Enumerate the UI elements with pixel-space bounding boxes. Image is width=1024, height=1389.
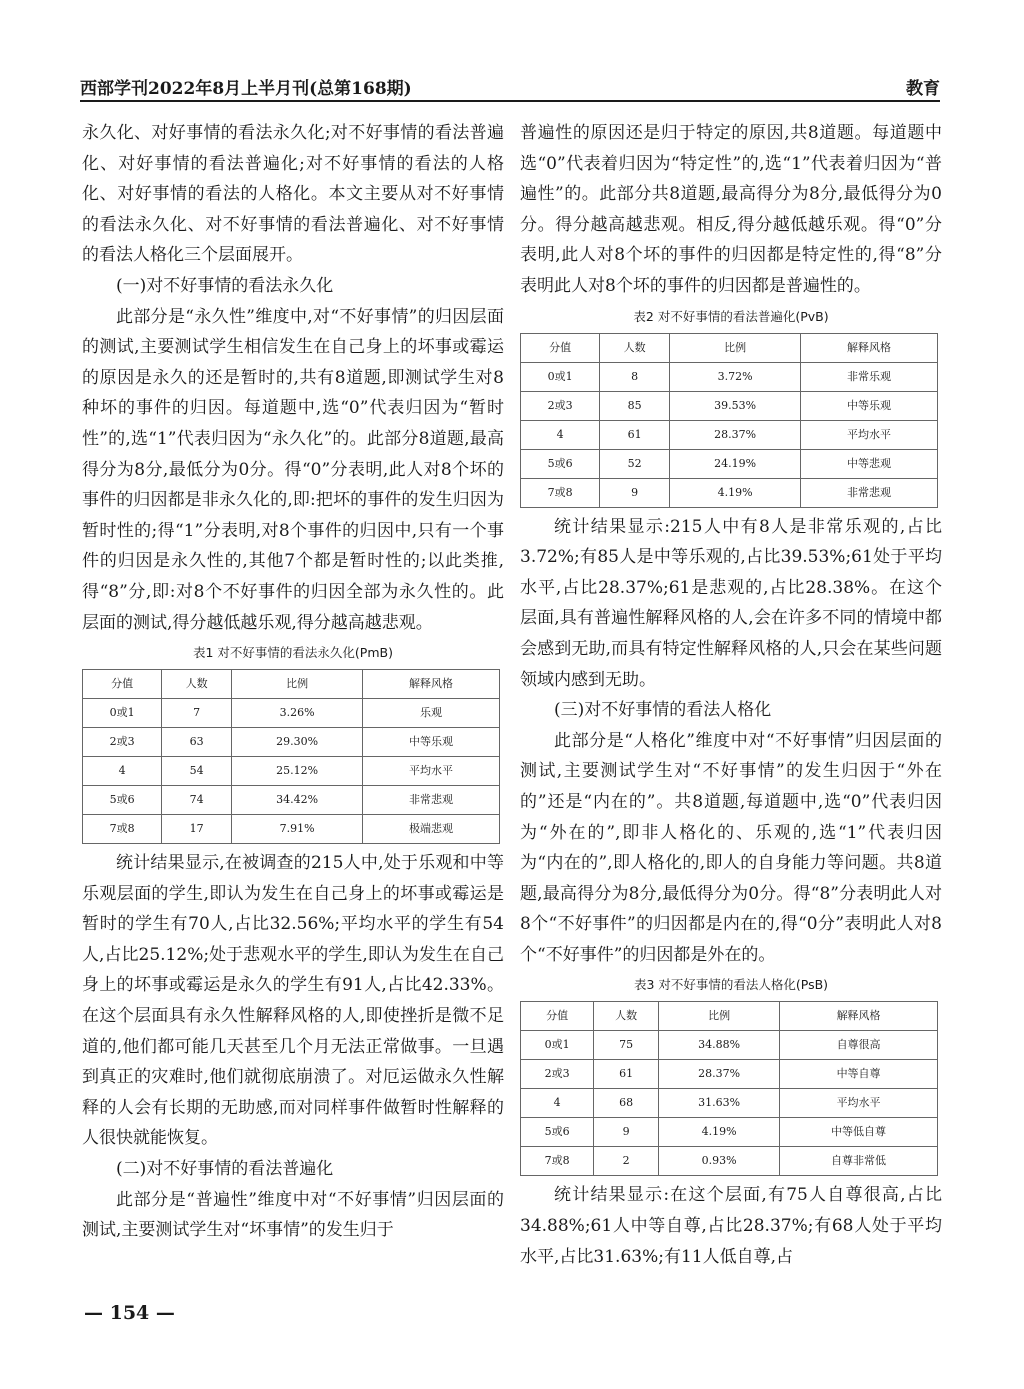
header-cell: 比例 xyxy=(232,670,363,699)
header-cell: 人数 xyxy=(594,1002,659,1031)
table-cell: 74 xyxy=(162,786,232,815)
table-cell: 中等乐观 xyxy=(800,391,937,420)
table-cell: 52 xyxy=(600,449,670,478)
table-cell: 5或6 xyxy=(521,1118,594,1147)
table-1 xyxy=(82,669,500,844)
table-cell: 中等悲观 xyxy=(800,449,937,478)
table-cell: 4.19% xyxy=(659,1118,780,1147)
table-cell: 61 xyxy=(594,1060,659,1089)
table-cell: 4.19% xyxy=(670,478,801,507)
table-cell: 自尊非常低 xyxy=(780,1147,938,1176)
table-cell: 4 xyxy=(521,1089,594,1118)
table-cell: 7或8 xyxy=(521,1147,594,1176)
paragraph-1: 此部分是“永久性”维度中,对“不好事情”的归因层面的测试,主要测试学生相信发生在自己身上的坏事或霉运的原因是永久的还是暂时的,共有8道题,即测试学生对8种坏的事件的归因。每道题中,选“0”代表归因为“暂时性”的,选“1”代表归因为“永久化”的。此部分8道题,最高得分为8分,最低分为0分。得“0”分表明,此人对8个坏的事件的归因都是非永久化的,即:把坏的事件的发生归因为暂时性的;得“1”分表明,对8个事件的归因中,只有一个事件的归因是永久性的,其他7个都是暂时性的;以此类推,得“8”分,即:对8个不好事件的归因全部为永久性的。此层面的测试,得分越低越乐观,得分越高越悲观。 xyxy=(82,306,504,633)
table-cell: 极端悲观 xyxy=(362,815,499,844)
table-row xyxy=(83,815,500,844)
table-row xyxy=(521,1089,938,1118)
table-cell: 4 xyxy=(521,420,600,449)
paragraph-2: 统计结果显示,在被调查的215人中,处于乐观和中等乐观层面的学生,即认为发生在自己身上的坏事或霉运是暂时的学生有70人,占比32.56%;平均水平的学生有54人,占比25.12%;处于悲观水平的学生,即认为发生在自己身上的坏事或霉运是永久的学生有91人,占比42.33%。在这个层面具有永久性解释风格的人,即使挫折是微不足道的,他们都可能几天甚至几个月无法正常做事。一旦遇到真正的灾难时,他们就彻底崩溃了。对厄运做永久性解释的人会有长期的无助感,而对同样事件做暂时性解释的人很快就能恢复。 xyxy=(82,853,504,1149)
table-cell: 7.91% xyxy=(232,815,363,844)
table-cell: 34.42% xyxy=(232,786,363,815)
table-cell: 自尊很高 xyxy=(780,1031,938,1060)
table-cell: 85 xyxy=(600,391,670,420)
table-cell: 3.26% xyxy=(232,699,363,728)
table-cell: 75 xyxy=(594,1031,659,1060)
table-row xyxy=(521,420,938,449)
section-heading-2: (二)对不好事情的看法普遍化 xyxy=(116,1159,334,1180)
table-cell: 非常悲观 xyxy=(362,786,499,815)
paragraph-intro: 永久化、对好事情的看法永久化;对不好事情的看法普遍化、对好事情的看法普遍化;对不好事情的看法的人格化、对好事情的看法的人格化。本文主要从对不好事情的看法永久化、对不好事情的看法普遍化、对不好事情的看法人格化三个层面展开。 xyxy=(82,123,504,266)
right-column xyxy=(520,118,942,1272)
table-row xyxy=(521,449,938,478)
table-row xyxy=(83,757,500,786)
table-cell: 68 xyxy=(594,1089,659,1118)
table-row xyxy=(83,699,500,728)
table-cell: 28.37% xyxy=(659,1060,780,1089)
table-cell: 非常悲观 xyxy=(800,478,937,507)
section-label: 教育 xyxy=(906,79,940,99)
header-cell: 人数 xyxy=(600,333,670,362)
table-cell: 0或1 xyxy=(521,1031,594,1060)
paragraph-7: 统计结果显示:在这个层面,有75人自尊很高,占比34.88%;61人中等自尊,占比28.37%;有68人处于平均水平,占比31.63%;有11人低自尊,占 xyxy=(520,1185,942,1267)
table-cell: 2或3 xyxy=(521,1060,594,1089)
table-cell: 24.19% xyxy=(670,449,801,478)
table-cell: 3.72% xyxy=(670,362,801,391)
table-cell: 29.30% xyxy=(232,728,363,757)
table-cell: 5或6 xyxy=(83,786,162,815)
table-row xyxy=(521,1060,938,1089)
table-row xyxy=(83,786,500,815)
header-cell: 分值 xyxy=(521,333,600,362)
table-cell: 中等自尊 xyxy=(780,1060,938,1089)
header-cell: 解释风格 xyxy=(800,333,937,362)
table-cell: 非常乐观 xyxy=(800,362,937,391)
table-row xyxy=(521,478,938,507)
table-header-row xyxy=(83,670,500,699)
table-header-row xyxy=(521,333,938,362)
table-cell: 0或1 xyxy=(83,699,162,728)
paragraph-4: 普遍性的原因还是归于特定的原因,共8道题。每道题中选“0”代表着归因为“特定性”的,选“1”代表着归因为“普遍性”的。此部分共8道题,最高得分为8分,最低得分为0分。得分越高越悲观。相反,得分越低越乐观。得“0”分表明,此人对8个坏的事件的归因都是特定性的,得“8”分表明此人对8个坏的事件的归因都是普遍性的。 xyxy=(520,123,942,296)
header-cell: 解释风格 xyxy=(780,1002,938,1031)
header-cell: 解释风格 xyxy=(362,670,499,699)
table-2 xyxy=(520,333,938,508)
table-3 xyxy=(520,1001,938,1176)
table-cell: 25.12% xyxy=(232,757,363,786)
table-cell: 平均水平 xyxy=(362,757,499,786)
table-cell: 2或3 xyxy=(83,728,162,757)
table-cell: 9 xyxy=(594,1118,659,1147)
table-cell: 34.88% xyxy=(659,1031,780,1060)
table-cell: 中等低自尊 xyxy=(780,1118,938,1147)
table-3-caption: 表3 对不好事情的看法人格化(PsB) xyxy=(633,977,829,993)
table-cell: 61 xyxy=(600,420,670,449)
table-row xyxy=(83,728,500,757)
table-cell: 2或3 xyxy=(521,391,600,420)
paragraph-3: 此部分是“普遍性”维度中对“不好事情”归因层面的测试,主要测试学生对“坏事情”的发生归于 xyxy=(82,1189,504,1241)
header-cell: 分值 xyxy=(521,1002,594,1031)
page-number: — 154 — xyxy=(84,1302,175,1324)
table-cell: 31.63% xyxy=(659,1089,780,1118)
paragraph-5: 统计结果显示:215人中有8人是非常乐观的,占比3.72%;有85人是中等乐观的,占比39.53%;61处于平均水平,占比28.37%;61是悲观的,占比28.38%。在这个层面,具有普遍性解释风格的人,会在许多不同的情境中都会感到无助,而具有特定性解释风格的人,只会在某些问题领域内感到无助。 xyxy=(520,516,942,690)
table-1-caption: 表1 对不好事情的看法永久化(PmB) xyxy=(193,645,393,661)
table-row xyxy=(521,362,938,391)
header-cell: 分值 xyxy=(83,670,162,699)
journal-issue-title: 西部学刊2022年8月上半月刊(总第168期) xyxy=(80,79,412,99)
table-cell: 中等乐观 xyxy=(362,728,499,757)
header-cell: 比例 xyxy=(659,1002,780,1031)
table-cell: 5或6 xyxy=(521,449,600,478)
table-row xyxy=(521,1147,938,1176)
table-row xyxy=(521,391,938,420)
table-cell: 8 xyxy=(600,362,670,391)
section-heading-3: (三)对不好事情的看法人格化 xyxy=(554,700,772,721)
table-cell: 7或8 xyxy=(521,478,600,507)
table-cell: 0.93% xyxy=(659,1147,780,1176)
paragraph-6: 此部分是“人格化”维度中对“不好事情”归因层面的测试,主要测试学生对“不好事情”的发生归因于“外在的”还是“内在的”。共8道题,每道题中,选“0”代表归因为“外在的”,即非人格化的、乐观的,选“1”代表归因为“内在的”,即人格化的,即人的自身能力等问题。共8道题,最高得分为8分,最低得分为0分。得“8”分表明此人对8个“不好事件”的归因都是内在的,得“0分”表明此人对8个“不好事件”的归因都是外在的。 xyxy=(520,730,942,965)
table-cell: 乐观 xyxy=(362,699,499,728)
header-cell: 比例 xyxy=(670,333,801,362)
table-cell: 2 xyxy=(594,1147,659,1176)
table-cell: 39.53% xyxy=(670,391,801,420)
table-cell: 7或8 xyxy=(83,815,162,844)
table-row xyxy=(521,1118,938,1147)
table-cell: 4 xyxy=(83,757,162,786)
left-column xyxy=(82,118,504,1246)
section-heading-1: (一)对不好事情的看法永久化 xyxy=(116,275,334,296)
table-2-caption: 表2 对不好事情的看法普遍化(PvB) xyxy=(633,308,829,324)
header-cell: 人数 xyxy=(162,670,232,699)
page-header xyxy=(80,74,940,102)
table-cell: 平均水平 xyxy=(800,420,937,449)
table-cell: 9 xyxy=(600,478,670,507)
table-row xyxy=(521,1031,938,1060)
table-cell: 28.37% xyxy=(670,420,801,449)
table-cell: 17 xyxy=(162,815,232,844)
table-cell: 平均水平 xyxy=(780,1089,938,1118)
table-cell: 54 xyxy=(162,757,232,786)
table-cell: 7 xyxy=(162,699,232,728)
table-header-row xyxy=(521,1002,938,1031)
table-cell: 0或1 xyxy=(521,362,600,391)
table-cell: 63 xyxy=(162,728,232,757)
